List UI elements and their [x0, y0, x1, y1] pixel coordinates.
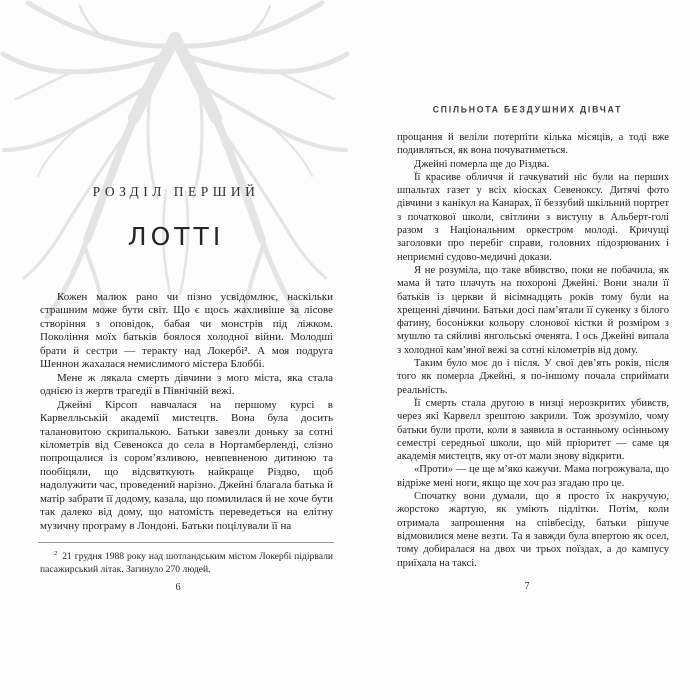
- right-page-body: [397, 131, 669, 570]
- paragraph: Джейні померла ще до Різдва.: [414, 158, 550, 170]
- footnote: [40, 548, 333, 576]
- footnote-body: 21 грудня 1988 року над шотландським містом Локербі підірвали пасажирський літак. Загинуло 270 людей.: [40, 551, 333, 575]
- page-number-left: 6: [175, 582, 181, 593]
- page-number-right: 7: [524, 581, 530, 592]
- paragraph: Її смерть стала другою в низці нерозкритих убивств, через які Карвелл зрештою закрили. Тож зрозуміло, чому батьки були проти, коли я заявила в останньому осінньому семестрі середньої школи, що мій пріоритет — саме ця академія мистецтв, яку от-от мали знову відкрити.: [397, 397, 669, 463]
- paragraph: Мене ж лякала смерть дівчини з мого міста, яка стала однією із жертв трагедії в Північній вежі.: [40, 371, 333, 398]
- paragraph: прощання й веліли потерпіти кілька місяців, а тоді вже подивляться, як вона почуватиметься.: [397, 132, 669, 157]
- paragraph: Кожен малюк рано чи пізно усвідомлює, наскільки страшним може бути світ. Що є щось жахливіше за лісове створіння з оповідок, бабая чи монстрів під ліжком. Покоління моїх батьків боялося холодної війни. Молодші брати й сестри — теракту над Локербі². А моя подруга Шеннон жахалася немислимого містера Блоббі.: [40, 291, 333, 371]
- paragraph: Я не розуміла, що таке вбивство, поки не побачила, як мама й тато плачуть на похороні Джейні. Вони знали її батьків із церкви й вісімнадцять років тому були на хрещенні дівчини. Батьки досі пам’ятали її сукенку з білого фатину, босоніжки кольору слонової кістки й розміром з мушлю та сяйливі янгольські оченята. І ось Джейні випала з холодної кам’яної вежі за сотні кілометрів від дому.: [397, 264, 669, 356]
- tree-branches-illustration: [0, 0, 350, 320]
- paragraph: Спочатку вони думали, що я просто їх накручую, жорстоко жартую, як уміють підлітки. Потім, коли отримала запрошення на співбесіду, батьки рішуче відмовилися мене везти. Та я завжди була впертою як осел, тому добиралася на двох чи трьох поїздах, а до кампусу приїхала на таксі.: [397, 491, 669, 569]
- paragraph: Таким було моє до і після. У свої дев’ять років, після того як померла Джейні, я по-іншому почала сприймати реальність.: [397, 358, 669, 396]
- footnote-rule: [38, 542, 334, 543]
- chapter-label: РОЗДІЛ ПЕРШИЙ: [92, 184, 260, 199]
- chapter-title: ЛОТТІ: [127, 222, 225, 251]
- paragraph: «Проти» — це ще м’яко кажучи. Мама погрожувала, що відріже мені ноги, якщо ще хоч раз згадаю про це.: [397, 464, 669, 489]
- paragraph: Джейні Кірсоп навчалася на першому курсі в Карвелльській академії мистецтв. Вона була досить талановитою скрипалькою. Батьки завезли доньку за сотні кілометрів від Севенокса до села в Нортамберленді, слізно попрощалися із сором’язливою, невпевненою дитиною та пообіцяли, що відсвяткують найкраще Різдво, щоб надолужити час, проведений нарізно. Джейні благала батька й матір забрати її додому, казала, що помилилася й не хоче бути так далеко від дому, що натомість переведеться на елітну музичну програму в Лондоні. Батьки поцілували її на: [40, 398, 333, 532]
- paragraph: Її красиве обличчя й гачкуватий ніс були на перших шпальтах газет у всіх кіосках Севеноксу. Дитячі фото дівчини з канікул на Канарах, її беззубий шкільний портрет з початкової школи, світлини з виступу в Альберт-голі разом з Національним оркестром молоді. Кричущі заголовки про перебіг справи, головних підозрюваних і неприємні судово-медичні докази.: [397, 171, 669, 263]
- running-header: СПІЛЬНОТА БЕЗДУШНИХ ДІВЧАТ: [432, 103, 623, 115]
- left-page-body: [40, 291, 333, 533]
- footnote-marker: 2: [54, 550, 58, 557]
